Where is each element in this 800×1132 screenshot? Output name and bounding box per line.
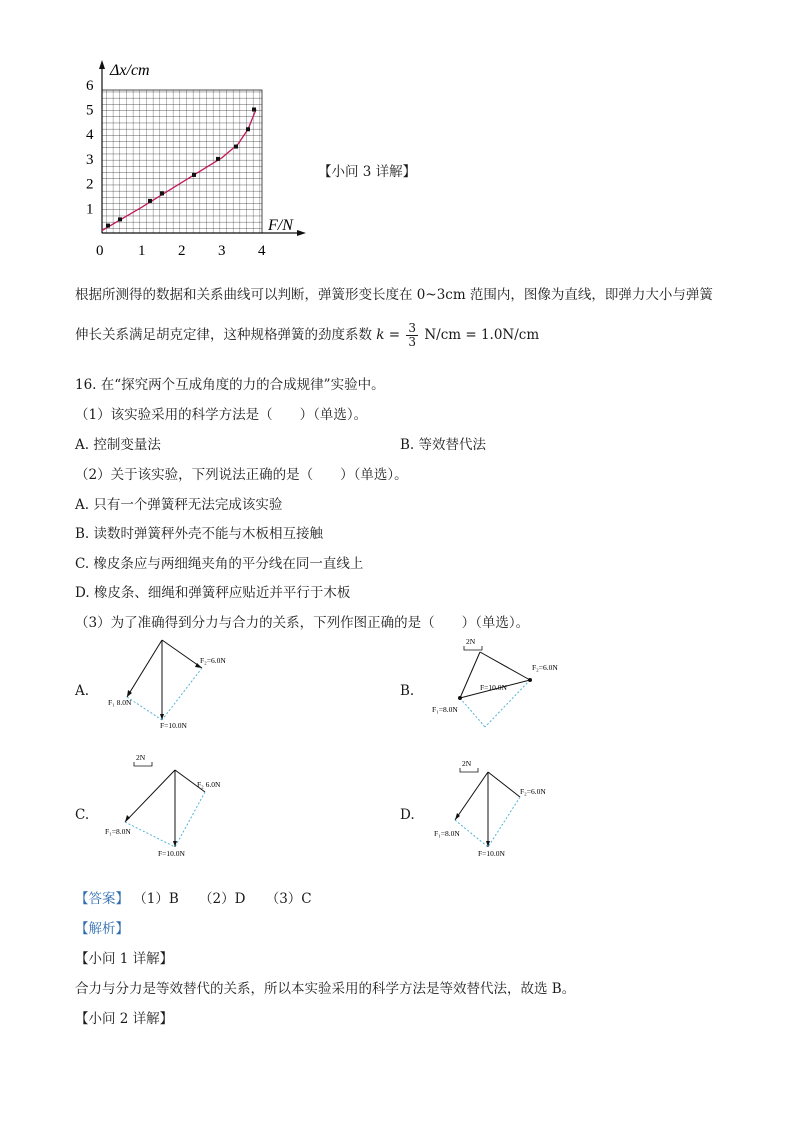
- x-axis-label: F/N: [268, 217, 293, 234]
- sub1-text: 合力与分力是等效替代的关系，所以本实验采用的科学方法是等效替代法，故选 B。: [75, 981, 576, 997]
- data-point: [252, 108, 256, 112]
- diagram-b-f2: F₂=6.0N: [532, 663, 558, 672]
- y-tick-label: 5: [86, 102, 94, 119]
- data-point: [216, 157, 220, 161]
- diagram-b-f: F=10.0N: [480, 683, 507, 692]
- data-point: [234, 145, 238, 149]
- paragraph-2: [75, 322, 539, 349]
- k-symbol: k: [376, 327, 385, 343]
- x-tick-label: 0: [96, 243, 104, 259]
- spring-graph: [80, 55, 320, 265]
- data-point: [160, 191, 164, 195]
- y-axis-label: Δx/cm: [110, 62, 150, 79]
- diagram-c-scale: 2N: [136, 753, 146, 762]
- graph-grid: [102, 90, 262, 233]
- data-point: [192, 173, 196, 177]
- y-axis-arrow-icon: [99, 60, 105, 69]
- paragraph-2-suffix: N/cm = 1.0N/cm: [424, 327, 540, 343]
- diagram-d-letter: D.: [400, 807, 415, 823]
- diagram-c: [100, 752, 250, 862]
- question-16-3: （3）为了准确得到分力与合力的关系，下列作图正确的是（ ）（单选）。: [75, 615, 530, 631]
- option-1-b: B. 等效替代法: [400, 437, 487, 453]
- answer-line: [75, 887, 312, 907]
- diagram-d: [430, 752, 580, 862]
- x-axis-arrow-icon: [297, 230, 306, 236]
- diagram-c-f2: F₂ 6.0N: [197, 780, 221, 789]
- data-point: [106, 224, 110, 228]
- diagram-a-f1: F₁ 8.0N: [108, 698, 132, 707]
- option-2-b: B. 读数时弹簧秤外壳不能与木板相互接触: [75, 526, 324, 542]
- data-point: [118, 217, 122, 221]
- diagram-a-letter: A.: [75, 683, 90, 699]
- x-tick-label: 4: [258, 243, 266, 259]
- diagram-d-f2: F₂=6.0N: [520, 787, 546, 796]
- diagram-c-letter: C.: [75, 807, 90, 823]
- diagram-b-f1: F₁=8.0N: [432, 705, 458, 714]
- equals-sign: =: [388, 327, 401, 343]
- question-16-2: （2）关于该实验，下列说法正确的是（ ）（单选）。: [75, 467, 408, 483]
- y-tick-label: 3: [86, 151, 94, 168]
- diagram-b-letter: B.: [400, 683, 415, 699]
- option-2-d: D. 橡皮条、细绳和弹簧秤应贴近并平行于木板: [75, 585, 351, 601]
- question-16: 16. 在“探究两个互成角度的力的合成规律”实验中。: [75, 377, 385, 393]
- x-tick-label: 2: [178, 243, 186, 259]
- y-tick-label: 4: [86, 127, 94, 144]
- diagram-c-f: F=10.0N: [158, 849, 185, 858]
- diagram-a-f2: F₂=6.0N: [200, 656, 226, 665]
- diagram-a: [100, 635, 250, 735]
- diagram-d-f1: F₁=8.0N: [434, 829, 460, 838]
- diagram-a-f: F=10.0N: [160, 721, 187, 730]
- paragraph-1: 根据所测得的数据和关系曲线可以判断，弹簧形变长度在 0~3cm 范围内，图像为直线，即弹力大小与弹簧: [75, 287, 713, 303]
- sub1-heading: 【小问 1 详解】: [75, 951, 174, 967]
- answer-label: 【答案】: [75, 891, 129, 907]
- analysis-label: 【解析】: [75, 921, 129, 937]
- answer-text: （1）B （2）D （3）C: [133, 891, 312, 907]
- paragraph-2-prefix: 伸长关系满足胡克定律，这种规格弹簧的劲度系数: [75, 327, 372, 343]
- data-point: [148, 199, 152, 203]
- option-2-c: C. 橡皮条应与两细绳夹角的平分线在同一直线上: [75, 556, 364, 572]
- question-16-1: （1）该实验采用的科学方法是（ ）（单选）。: [75, 407, 368, 423]
- y-tick-label: 6: [86, 77, 94, 94]
- fraction-numerator: 3: [408, 321, 417, 335]
- fraction: [406, 322, 418, 349]
- x-tick-label: 1: [138, 243, 146, 259]
- y-tick-label: 2: [86, 176, 94, 193]
- diagram-d-scale: 2N: [462, 759, 472, 768]
- sub3-heading: 【小问 3 详解】: [318, 164, 417, 180]
- diagram-b: [430, 632, 580, 737]
- x-tick-label: 3: [218, 243, 226, 259]
- diagram-d-f: F=10.0N: [478, 849, 505, 858]
- y-tick-label: 1: [86, 201, 94, 218]
- option-1-a: A. 控制变量法: [75, 437, 161, 453]
- fraction-denominator: 3: [408, 335, 417, 349]
- data-point: [246, 127, 250, 131]
- sub2-heading: 【小问 2 详解】: [75, 1011, 174, 1027]
- diagram-b-scale: 2N: [466, 637, 476, 646]
- diagram-c-f1: F₁=8.0N: [105, 827, 131, 836]
- option-2-a: A. 只有一个弹簧秤无法完成该实验: [75, 497, 283, 513]
